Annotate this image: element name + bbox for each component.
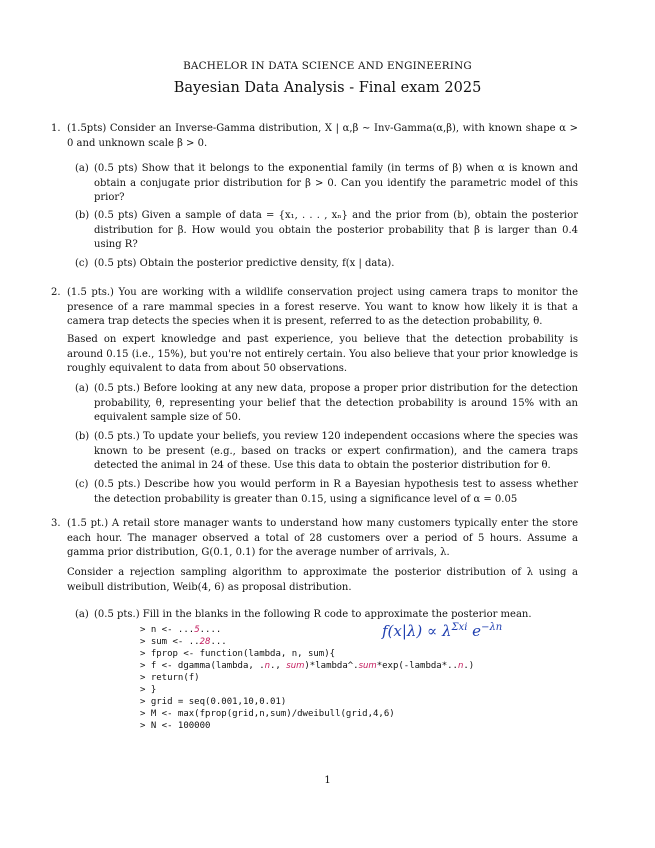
question-2-number: 2. [51,287,61,298]
q1-part-a-label: (a) [75,163,89,174]
code-line-1: > n <- ...5.... [140,625,222,635]
program-heading: BACHELOR IN DATA SCIENCE AND ENGINEERING [183,60,472,72]
handwritten-fill-shape: n [264,661,271,671]
q2-part-b-text: (0.5 pts.) To update your beliefs, you review 120 independent occasions where the species was known to be present (e.g., based on tracks or expert confirmation), and the camera traps detected the animal in 24 of these. Use this data to obtain the posterior distribution for θ. [94,431,578,471]
question-3-context: Consider a rejection sampling algorithm to approximate the posterior distribution of λ using a weibull distribution, Weib(4, 6) as proposal distribution. [67,567,578,593]
q1-part-b-label: (b) [75,210,90,221]
exam-title: Bayesian Data Analysis - Final exam 2025 [173,80,482,96]
code-line-8: > M <- max(fprop(grid,n,sum)/dweibull(grid,4,6) [140,709,395,719]
handwritten-fill-sum: 28 [199,637,211,647]
code-line-3: > fprop <- function(lambda, n, sum){ [140,649,336,659]
r-code-block [140,624,474,732]
handwritten-fill-exponent: sum [358,661,377,671]
q1-part-c-label: (c) [75,258,89,269]
code-line-4: > f <- dgamma(lambda, .n., sum)*lambda^.sum*exp(-lambda*..n.) [140,661,475,671]
handwritten-fill-multiplier: n [457,661,464,671]
code-line-2: > sum <- ..28... [140,637,227,647]
q3-part-a-label: (a) [75,609,89,620]
q1-part-a-text: (0.5 pts) Show that it belongs to the exponential family (in terms of β) when α is known and obtain a conjugate prior distribution for β > 0. Can you identify the parametric model of this prior? [94,163,578,203]
code-line-5: > return(f) [140,673,200,683]
question-2-text: (1.5 pts.) You are working with a wildlife conservation project using camera traps to monitor the presence of a rare mammal species in a forest reserve. You want to know how likely it is that a camera trap detects the species when it is present, referred to as the detection probability, θ. [67,287,578,327]
question-2-context: Based on expert knowledge and past experience, you believe that the detection probability is around 0.15 (i.e., 15%), but you're not entirely certain. You also believe that your prior knowledge is roughly equivalent to data from about 50 observations. [67,334,578,374]
question-1-number: 1. [51,123,61,134]
q2-part-a-text: (0.5 pts.) Before looking at any new data, propose a proper prior distribution for the detection probability, θ, representing your belief that the detection probability is around 15% with an equivalent sample size of 50. [94,383,578,423]
handwritten-fill-rate: sum [286,661,305,671]
q3-part-a-text: (0.5 pts.) Fill in the blanks in the following R code to approximate the posterior mean. [94,609,532,620]
code-line-9: > N <- 100000 [140,721,211,731]
question-3-number: 3. [51,518,61,529]
q2-part-c-label: (c) [75,479,89,490]
code-line-6: > } [140,685,157,695]
q2-part-a-label: (a) [75,383,89,394]
page-number: 1 [324,775,331,786]
question-3-text: (1.5 pt.) A retail store manager wants to understand how many customers typically enter the store each hour. The manager observed a total of 28 customers over a period of 5 hours. Assume a gamma prior distribution, G(0.1, 0.1) for the average number of arrivals, λ. [67,518,578,558]
q1-part-b-text: (0.5 pts) Given a sample of data = {x₁, . . . , xₙ} and the prior from (b), obtain the posterior distribution for β. How would you obtain the posterior probability that β is larger than 0.4 using R? [94,210,578,250]
q2-part-c-text: (0.5 pts.) Describe how you would perform in R a Bayesian hypothesis test to assess whether the detection probability is greater than 0.15, using a significance level of α = 0.05 [94,479,578,505]
question-1-text: (1.5pts) Consider an Inverse-Gamma distribution, X | α,β ∼ Inv-Gamma(α,β), with known shape α > 0 and unknown scale β > 0. [67,123,578,149]
handwritten-likelihood-note: $f(x|\lambda) \propto \lambda^{\Sigma xi}$ $e^{-\lambda n}$ [382,622,503,640]
q1-part-c-text: (0.5 pts) Obtain the posterior predictive density, f(x | data). [94,258,395,269]
handwritten-fill-n: 5 [194,625,200,635]
q2-part-b-label: (b) [75,431,90,442]
code-line-7: > grid = seq(0.001,10,0.01) [140,697,287,707]
